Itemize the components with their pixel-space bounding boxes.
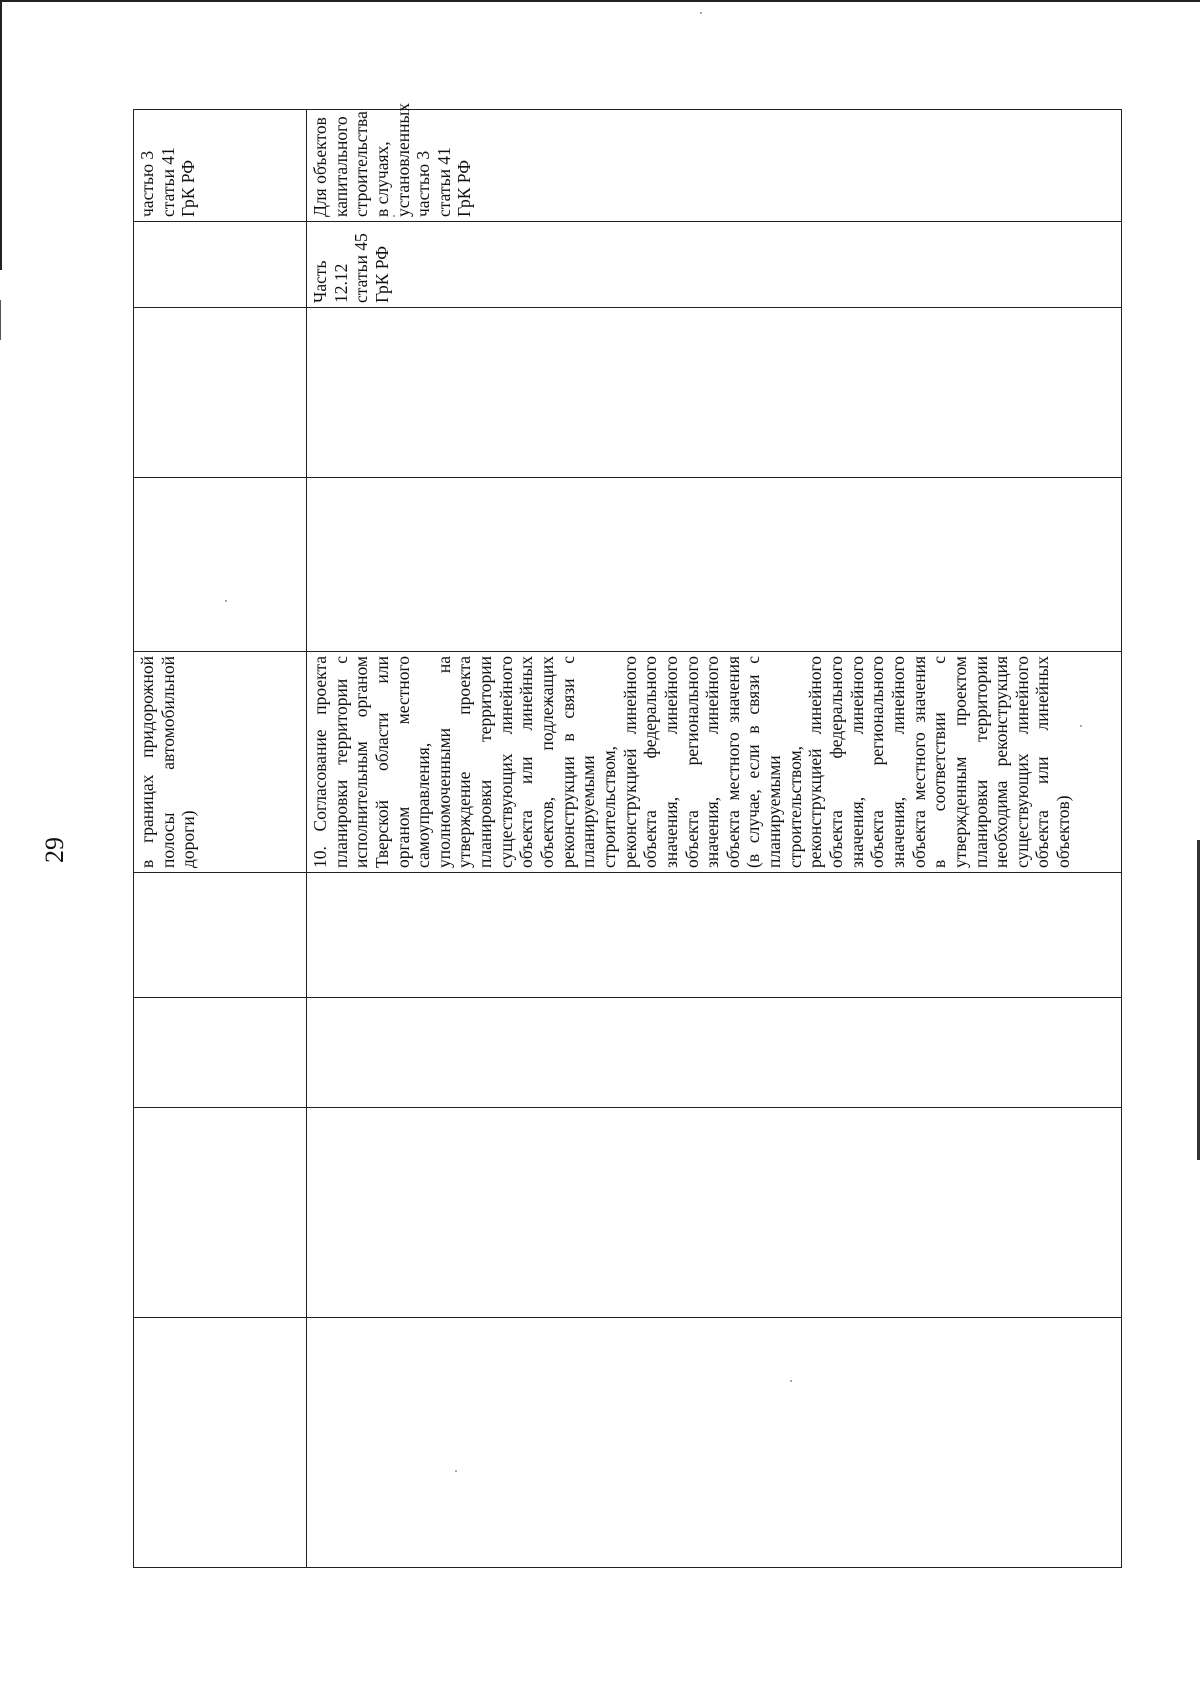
table-cell (307, 1108, 1122, 1318)
table-cell (134, 308, 307, 478)
page-number: 29 (40, 837, 69, 863)
table-row (307, 110, 1122, 1568)
table-cell-procedure: в границах придорожной полосы автомобильной дороги) (134, 652, 307, 873)
document-table (133, 102, 1122, 1568)
scan-edge-left-mark (0, 300, 1, 340)
scan-edge-top (0, 0, 1200, 2)
table-cell (134, 998, 307, 1108)
table-cell (134, 222, 307, 308)
table-cell (307, 308, 1122, 478)
table-cell (134, 1108, 307, 1318)
table-cell (307, 998, 1122, 1108)
table-cell-conditions: Для объектов капитального строительства в случаях, установленных частью 3 статьи 41 ГрК РФ (307, 110, 1122, 222)
table-cell (307, 478, 1122, 652)
table-cell (307, 873, 1122, 998)
table-row (134, 110, 307, 1568)
table-cell-procedure: 10. Согласование проекта планировки территории с исполнительным органом Тверской области или органом местного самоуправления, уполномоченными на утверждение проекта планировки территории существующих линейного объекта или линейных объектов, подлежащих реконструкции в связи с планируемыми строительством, реконструкцией линейного объекта федерального значения, линейного объекта регионального значения, линейного объекта местного значения (в случае, если в связи с планируемыми строительством, реконструкцией линейного объекта федерального значения, линейного объекта регионального значения, линейного объекта местного значения в соответствии с утвержденным проектом планировки территории необходима реконструкция существующих линейного объекта или линейных объектов) (307, 652, 1122, 873)
rotated-table-container (133, 102, 1121, 1568)
table-cell-conditions: частью 3 статьи 41 ГрК РФ (134, 110, 307, 222)
table-cell (134, 1318, 307, 1568)
scan-speck (700, 12, 702, 14)
table-cell-legal-basis: Часть 12.12 статьи 45 ГрК РФ (307, 222, 1122, 308)
table-cell (307, 1318, 1122, 1568)
scan-edge-left (0, 0, 2, 270)
table-cell (134, 478, 307, 652)
table-cell (134, 873, 307, 998)
